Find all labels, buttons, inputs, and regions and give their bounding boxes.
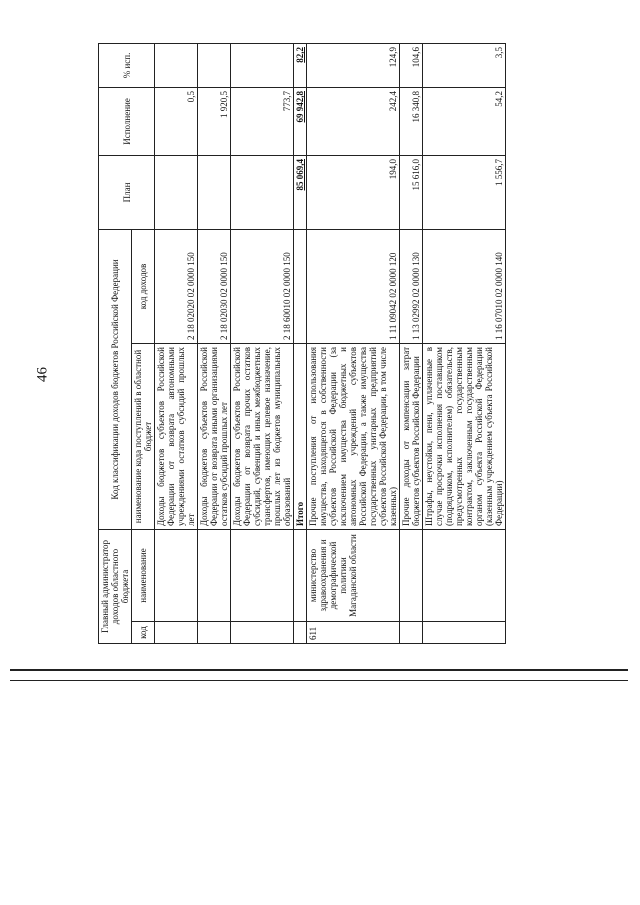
income-code-cell: 2 18 02030 02 0000 150 xyxy=(198,229,231,343)
total-label-cell: Итого xyxy=(294,344,307,530)
page-divider-thick xyxy=(10,669,628,671)
execution-total-cell: 69 942,8 xyxy=(294,87,307,155)
classification-group-header: Код классификации доходов бюджетов Российской Федерации xyxy=(99,229,132,529)
admin-group-header: Главный администратор доходов областного бюджета xyxy=(99,530,132,644)
table-row xyxy=(307,43,400,643)
admin-code-cell xyxy=(155,622,198,644)
plan-header: План xyxy=(99,155,155,229)
name-header: наименование xyxy=(132,530,155,622)
admin-name-cell xyxy=(231,530,294,622)
plan-cell: 15 616,0 xyxy=(400,155,423,229)
admin-name-cell xyxy=(400,530,423,622)
execution-cell: 242,4 xyxy=(307,87,400,155)
admin-name-cell xyxy=(294,530,307,622)
code-header: код xyxy=(132,622,155,644)
percent-cell xyxy=(155,43,198,87)
admin-name-cell xyxy=(423,530,506,622)
admin-code-cell xyxy=(400,622,423,644)
income-name-cell: Доходы бюджетов субъектов Российской Федерации от возврата автономными учреждениями остатков субсидий прошлых лет xyxy=(155,344,198,530)
page-number: 46 xyxy=(34,367,51,382)
income-code-cell: 2 18 60010 02 0000 150 xyxy=(231,229,294,343)
income-code-cell: 1 16 07010 02 0000 140 xyxy=(423,229,506,343)
percent-cell: 104,6 xyxy=(400,43,423,87)
admin-code-cell xyxy=(294,622,307,644)
execution-cell: 54,2 xyxy=(423,87,506,155)
admin-name-cell xyxy=(198,530,231,622)
plan-cell xyxy=(155,155,198,229)
execution-cell: 0,5 xyxy=(155,87,198,155)
income-table xyxy=(98,43,506,644)
plan-cell xyxy=(198,155,231,229)
income-name-cell: Прочие поступления от использования имущества, находящегося в собственности субъектов Российской Федерации (за исключением имущества бюджетных и автономных учреждений субъектов Российской Федерации, а также имущества государственных унитарных предприятий субъектов Российской Федерации, в том числе казенных) xyxy=(307,344,400,530)
admin-code-cell xyxy=(423,622,506,644)
table-row xyxy=(400,43,423,643)
table-row xyxy=(198,43,231,643)
plan-cell: 194,0 xyxy=(307,155,400,229)
income-code-header: код доходов xyxy=(132,229,155,343)
income-code-cell xyxy=(294,229,307,343)
table-row xyxy=(423,43,506,643)
income-name-cell: Доходы бюджетов субъектов Российской Федерации от возврата иными организациями остатков субсидий прошлых лет xyxy=(198,344,231,530)
income-name-cell: Штрафы, неустойки, пени, уплаченные в случае просрочки исполнения поставщиком (подрядчиком, исполнителем) обязательств, предусмотренных государственным контрактом, заключенным государственным органом субъекта Российской Федерации (казенным учреждением субъекта Российской Федерации) xyxy=(423,344,506,530)
table-row xyxy=(231,43,294,643)
execution-cell: 1 920,5 xyxy=(198,87,231,155)
percent-cell xyxy=(198,43,231,87)
plan-cell: 1 556,7 xyxy=(423,155,506,229)
income-table-sheet xyxy=(98,44,548,644)
table-row xyxy=(155,43,198,643)
page-divider-thin xyxy=(10,680,628,681)
admin-code-cell: 611 xyxy=(307,622,400,644)
income-name-cell: Доходы бюджетов субъектов Российской Федерации от возврата прочих остатков субсидий, субвенций и иных межбюджетных трансфертов, имеющих целевое назначение, прошлых лет из бюджетов муниципальных образований xyxy=(231,344,294,530)
admin-code-cell xyxy=(198,622,231,644)
income-name-header: наименование кода поступлений в областной бюджет xyxy=(132,344,155,530)
admin-name-cell: министерство здравоохранения и демографической политики Магаданской области xyxy=(307,530,400,622)
total-row xyxy=(294,43,307,643)
income-name-cell: Прочие доходы от компенсации затрат бюджетов субъектов Российской Федерации xyxy=(400,344,423,530)
table-header-row-1 xyxy=(99,43,132,643)
plan-total-cell: 85 069,4 xyxy=(294,155,307,229)
plan-cell xyxy=(231,155,294,229)
income-code-cell: 2 18 02020 02 0000 150 xyxy=(155,229,198,343)
percent-header: % исп. xyxy=(99,43,155,87)
admin-name-cell xyxy=(155,530,198,622)
income-code-cell: 1 13 02992 02 0000 130 xyxy=(400,229,423,343)
execution-cell: 773,7 xyxy=(231,87,294,155)
percent-cell: 3,5 xyxy=(423,43,506,87)
income-code-cell: 1 11 09042 02 0000 120 xyxy=(307,229,400,343)
admin-code-cell xyxy=(231,622,294,644)
percent-cell xyxy=(231,43,294,87)
percent-total-cell: 82,2 xyxy=(294,43,307,87)
execution-header: Исполнение xyxy=(99,87,155,155)
execution-cell: 16 340,8 xyxy=(400,87,423,155)
percent-cell: 124,9 xyxy=(307,43,400,87)
